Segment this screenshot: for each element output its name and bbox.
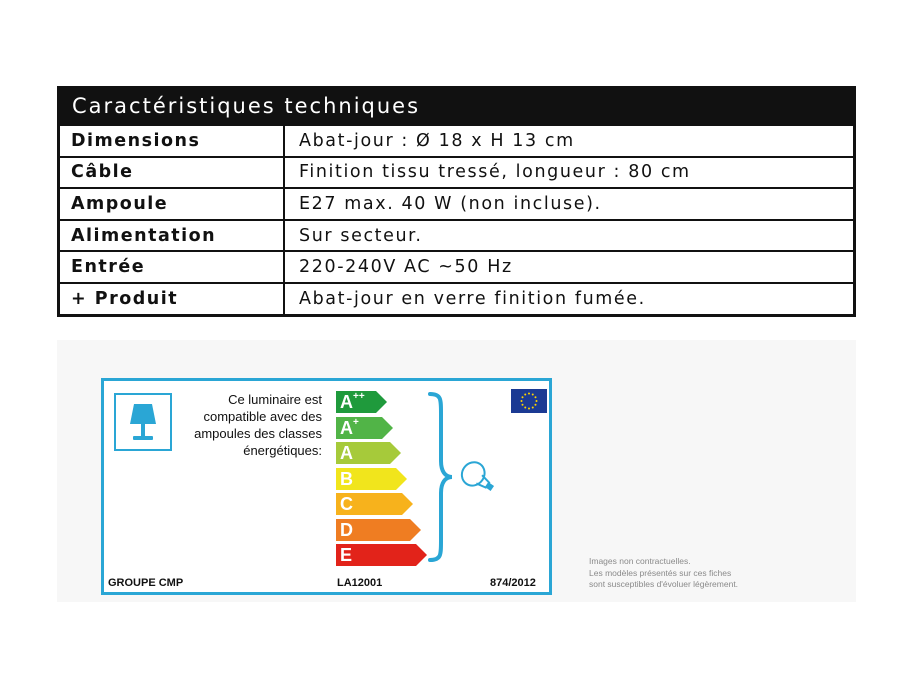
compat-line: compatible avec des — [203, 409, 322, 424]
spec-row — [60, 156, 853, 188]
brand-name: GROUPE CMP — [108, 577, 184, 589]
disclaimer-line: sont susceptibles d'évoluer légèrement. — [589, 579, 739, 589]
spec-value: Sur secteur. — [299, 225, 423, 246]
energy-class-letter: A — [340, 443, 353, 463]
compatibility-text — [186, 391, 322, 459]
disclaimer — [589, 556, 738, 591]
spec-value: Abat-jour en verre finition fumée. — [299, 288, 646, 309]
spec-value: Abat-jour : Ø 18 x H 13 cm — [299, 130, 575, 151]
spec-row — [60, 250, 853, 282]
spec-key: Dimensions — [60, 126, 285, 156]
disclaimer-line: Images non contractuelles. — [589, 556, 691, 566]
spec-key: Alimentation — [60, 221, 285, 251]
energy-class-letter: A++ — [340, 391, 365, 412]
energy-class-letter: A+ — [340, 416, 359, 438]
model-number: LA12001 — [337, 577, 383, 589]
spec-title: Caractéristiques techniques — [60, 89, 853, 124]
brace-icon — [427, 391, 455, 563]
spec-row — [60, 219, 853, 251]
spec-value: Finition tissu tressé, longueur : 80 cm — [299, 162, 691, 183]
energy-class-letter: D — [340, 519, 353, 540]
eu-flag-icon — [511, 389, 547, 413]
spec-row — [60, 282, 853, 314]
spec-key: Ampoule — [60, 189, 285, 219]
spec-value: 220-240V AC ~50 Hz — [299, 257, 513, 278]
compat-line: Ce luminaire est — [228, 392, 322, 407]
energy-class-letter: E — [340, 545, 353, 565]
light-bulb-icon — [457, 461, 503, 499]
compat-line: ampoules des classes — [194, 426, 322, 441]
spec-key: Câble — [60, 158, 285, 188]
table-lamp-icon — [114, 393, 172, 451]
energy-class-letter: C — [340, 494, 353, 514]
spec-key: Entrée — [60, 252, 285, 282]
compat-line: énergétiques: — [243, 443, 322, 458]
spec-table — [57, 86, 856, 317]
energy-label — [101, 378, 552, 595]
spec-row — [60, 124, 853, 156]
spec-value: E27 max. 40 W (non incluse). — [299, 193, 602, 214]
spec-key: + Produit — [60, 284, 285, 314]
spec-row — [60, 187, 853, 219]
regulation-number: 874/2012 — [490, 577, 536, 589]
disclaimer-line: Les modèles présentés sur ces fiches — [589, 567, 732, 578]
energy-class-letter: B — [340, 468, 353, 489]
